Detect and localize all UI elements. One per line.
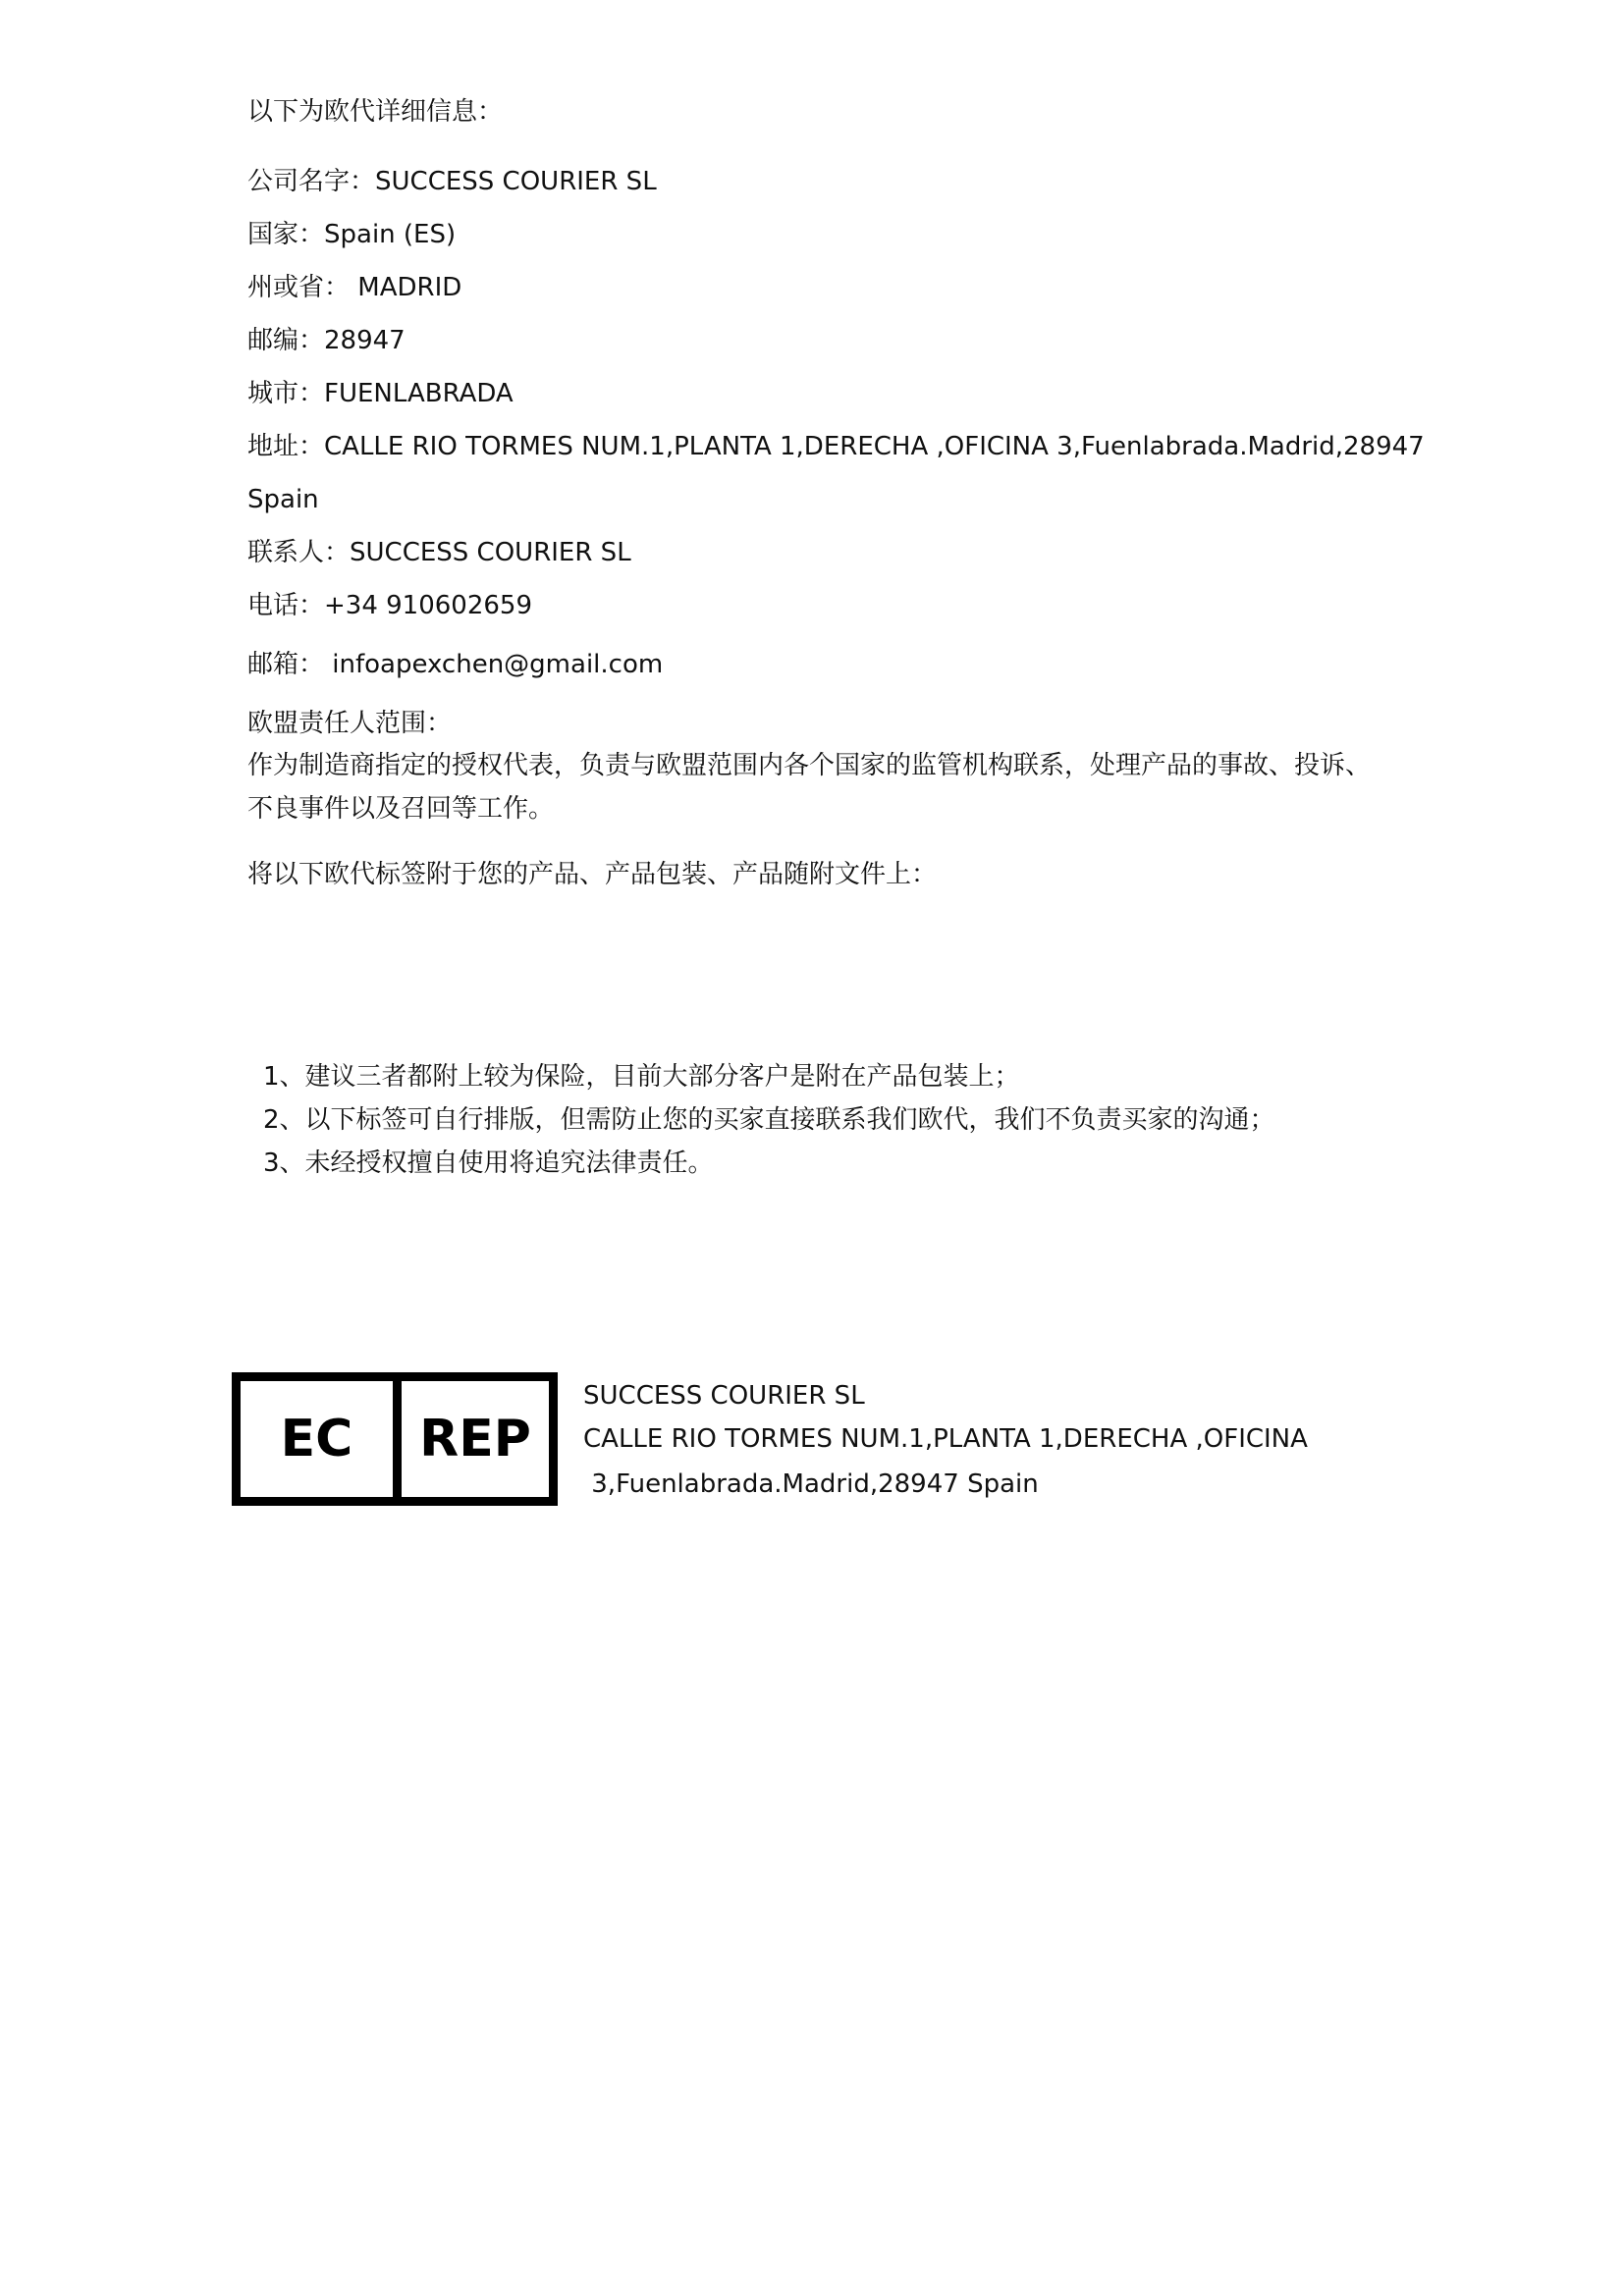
note-item-3: 3、未经授权擅自使用将追究法律责任。 — [263, 1148, 714, 1178]
ec-rep-label-address-line1: CALLE RIO TORMES NUM.1,PLANTA 1,DERECHA ,OFICINA — [583, 1424, 1308, 1454]
label-instruction: 将以下欧代标签附于您的产品、产品包装、产品随附文件上： — [247, 860, 938, 889]
ec-rep-symbol-rep: REP — [419, 1410, 531, 1468]
city-field: 城市：FUENLABRADA — [247, 379, 514, 408]
company-name-field: 公司名字：SUCCESS COURIER SL — [247, 167, 657, 196]
contact-person-field: 联系人：SUCCESS COURIER SL — [247, 538, 631, 567]
email-field: 邮箱： infoapexchen@gmail.com — [247, 650, 664, 679]
ec-rep-label-company: SUCCESS COURIER SL — [583, 1381, 865, 1411]
eu-scope-heading: 欧盟责任人范围： — [247, 709, 453, 738]
state-field: 州或省： MADRID — [247, 273, 462, 302]
note-item-1: 1、建议三者都附上较为保险，目前大部分客户是附在产品包装上； — [263, 1062, 1020, 1092]
ec-rep-symbol-ec: EC — [241, 1381, 402, 1497]
ec-rep-label-address-line2: 3,Fuenlabrada.Madrid,28947 Spain — [583, 1469, 1039, 1499]
eu-scope-description: 作为制造商指定的授权代表，负责与欧盟范围内各个国家的监管机构联系，处理产品的事故、投诉、不良事件以及召回等工作。 — [247, 751, 1372, 824]
address-field-line1: 地址：CALLE RIO TORMES NUM.1,PLANTA 1,DERECHA ,OFICINA 3,Fuenlabrada.Madrid,28947 — [247, 432, 1425, 461]
postcode-field: 邮编：28947 — [247, 326, 406, 355]
ec-rep-symbol — [232, 1372, 558, 1506]
phone-field: 电话：+34 910602659 — [247, 591, 533, 620]
country-field: 国家：Spain (ES) — [247, 220, 457, 249]
address-field-line2: Spain — [247, 485, 319, 514]
intro-text: 以下为欧代详细信息： — [247, 97, 504, 127]
note-item-2: 2、以下标签可自行排版，但需防止您的买家直接联系我们欧代，我们不负责买家的沟通； — [263, 1105, 1275, 1135]
